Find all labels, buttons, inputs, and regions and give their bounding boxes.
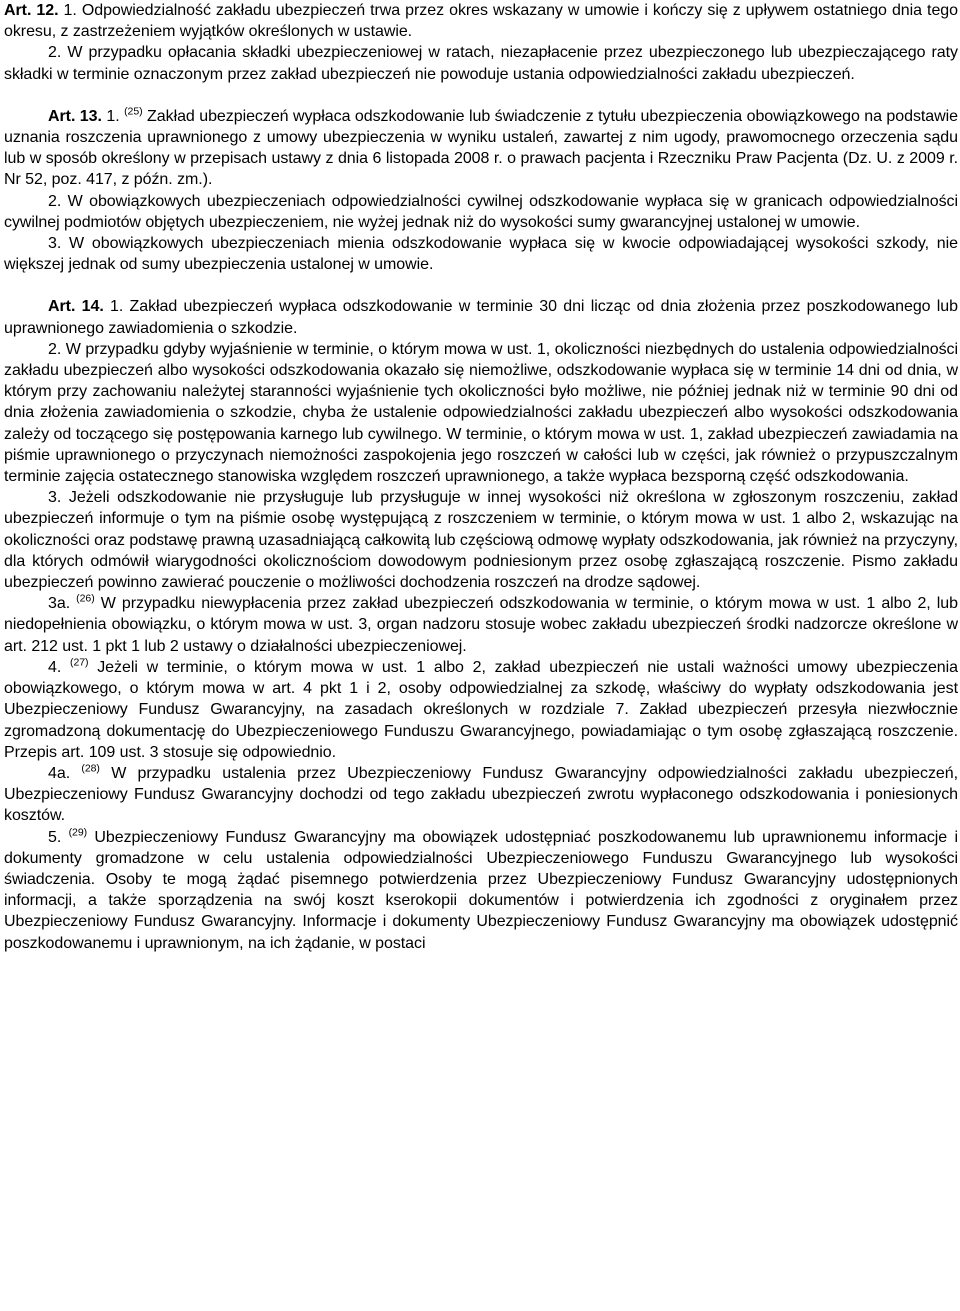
art-14-p1-number: 1. <box>110 298 124 316</box>
art-12-para-2: 2. W przypadku opłacania składki ubezpieczeniowej w ratach, niezapłacenie przez ubezpieczonego lub ubezpieczającego raty składki w terminie oznaczonym przez zakład ubezpieczeń nie powoduje ustania odpowiedzialności zakładu ubezpieczeń. <box>4 44 958 83</box>
art-14-p5-number: 5. <box>48 828 62 846</box>
footnote-ref-29: (29) <box>68 826 88 839</box>
art-14-p4a-text: W przypadku ustalenia przez Ubezpieczeniowy Fundusz Gwarancyjny odpowiedzialności zakładu ubezpieczeń, Ubezpieczeniowy Fundusz Gwarancyjny dochodzi od tego zakładu ubezpieczeń zwrotu wypłaconego odszkodowania i poniesionych kosztów. <box>4 764 958 825</box>
art-14-para-5 <box>4 827 958 954</box>
art-13-para-3: 3. W obowiązkowych ubezpieczeniach mienia odszkodowanie wypłaca się w kwocie odpowiadającej wysokości szkody, nie większej jednak od sumy ubezpieczenia ustalonej w umowie. <box>4 235 958 274</box>
document-page <box>4 0 958 954</box>
section-gap <box>4 275 958 296</box>
art-14-para-1 <box>4 296 958 338</box>
art-14-para-3: 3. Jeżeli odszkodowanie nie przysługuje lub przysługuje w innej wysokości niż określona w zgłoszonym roszczeniu, zakład ubezpieczeń informuje o tym na piśmie osobę występującą z roszczeniem w terminie, o którym mowa w ust. 1 albo 2, wskazując na okoliczności oraz podstawę prawną uzasadniającą całkowitą lub częściową odmowę wypłaty odszkodowania, jak również na przyczyny, dla których odmówił wiarygodności okolicznościom dowodowym podniesionym przez osobę zgłaszającą roszczenie. Pismo zakładu ubezpieczeń powinno zawierać pouczenie o możliwości dochodzenia roszczeń na drodze sądowej. <box>4 489 958 592</box>
art-14-p3a-text: W przypadku niewypłacenia przez zakład ubezpieczeń odszkodowania w terminie, o którym mowa w ust. 1 albo 2, lub niedopełnienia obowiązku, o którym mowa w ust. 3, organ nadzoru stosuje wobec zakładu ubezpieczeń środki nadzorcze określone w art. 212 ust. 1 pkt 1 lub 2 ustawy o działalności ubezpieczeniowej. <box>4 595 958 655</box>
art-14-p5-text: Ubezpieczeniowy Fundusz Gwarancyjny ma obowiązek udostępniać poszkodowanemu lub uprawnionemu informacje i dokumenty gromadzone w celu ustalenia odpowiedzialności Ubezpieczeniowego Funduszu Gwarancyjnego lub wysokości świadczenia. Osoby te mogą żądać pisemnego potwierdzenia przez Ubezpieczeniowy Fundusz Gwarancyjny udostępnionych informacji, a także sporządzenia na swój koszt kserokopii dokumentów i potwierdzenia ich zgodności z oryginałem przez Ubezpieczeniowy Fundusz Gwarancyjny. Informacje i dokumenty Ubezpieczeniowy Fundusz Gwarancyjny ma obowiązek udostępnić poszkodowanemu i uprawnionym, na ich żądanie, w postaci <box>4 828 958 952</box>
art-13-para-2: 2. W obowiązkowych ubezpieczeniach odpowiedzialności cywilnej odszkodowanie wypłaca się w granicach odpowiedzialności cywilnej podmiotów objętych ubezpieczeniem, nie wyżej jednak niż do wysokości sumy gwarancyjnej ustalonej w umowie. <box>4 192 958 231</box>
art-13-p1-text: Zakład ubezpieczeń wypłaca odszkodowanie lub świadczenie z tytułu ubezpieczenia obowiązkowego na podstawie uznania roszczenia uprawnionego z umowy ubezpieczenia w wyniku ustaleń, zawartej z nim ugody, prawomocnego orzeczenia sądu lub w sposób określony w przepisach ustawy z dnia 6 listopada 2008 r. o prawach pacjenta i Rzeczniku Praw Pacjenta (Dz. U. z 2009 r. Nr 52, poz. 417, z późn. zm.). <box>4 107 959 189</box>
footnote-ref-25: (25) <box>124 105 143 118</box>
footnote-ref-27: (27) <box>70 656 89 669</box>
art-14-p4-number: 4. <box>48 658 62 676</box>
section-gap <box>4 85 958 106</box>
footnote-ref-26: (26) <box>76 592 95 605</box>
art-12-p1-text: Odpowiedzialność zakładu ubezpieczeń trwa przez okres wskazany w umowie i kończy się z upływem ostatniego dnia tego okresu, z zastrzeżeniem wyjątków określonych w ustawie. <box>4 2 958 41</box>
art-14-p4-text: Jeżeli w terminie, o którym mowa w ust. 1 albo 2, zakład ubezpieczeń nie ustali ważności umowy ubezpieczenia obowiązkowego, o którym mowa w art. 4 pkt 1 i 2, osoby odpowiedzialnej za szkodę, właściwy do wypłaty odszkodowania jest Ubezpieczeniowy Fundusz Gwarancyjny, na zasadach określonych w rozdziale 7. Zakład ubezpieczeń przesyła niezwłocznie zgromadzoną dokumentację do Ubezpieczeniowego Funduszu Gwarancyjnego, powiadamiając o tym osobę zgłaszającą roszczenie. Przepis art. 109 ust. 3 stosuje się odpowiednio. <box>4 658 958 761</box>
art-14-p3a-number: 3a. <box>48 595 71 613</box>
art-14-para-3a <box>4 593 958 657</box>
art-14-p4a-number: 4a. <box>48 764 71 782</box>
art-14-para-2: 2. W przypadku gdyby wyjaśnienie w terminie, o którym mowa w ust. 1, okoliczności niezbędnych do ustalenia odpowiedzialności zakładu ubezpieczeń albo wysokości odszkodowania okazało się niemożliwe, odszkodowanie wypłaca się w terminie 14 dni od dnia, w którym przy zachowaniu należytej staranności wyjaśnienie tych okoliczności było możliwe, nie później jednak niż w terminie 90 dni od dnia złożenia zawiadomienia o szkodzie, chyba że ustalenie odpowiedzialności zakładu ubezpieczeń albo wysokości odszkodowania zależy od toczącego się postępowania karnego lub cywilnego. W terminie, o którym mowa w ust. 1, zakład ubezpieczeń zawiadamia na piśmie uprawnionego o przyczynach niemożności zaspokojenia jego roszczeń w całości lub w części, jak również o przypuszczalnym terminie zajęcia ostatecznego stanowiska względem roszczeń uprawnionego, a także wypłaca bezsporną część odszkodowania. <box>4 340 958 486</box>
footnote-ref-28: (28) <box>81 762 100 775</box>
art-14-para-4a <box>4 763 958 827</box>
art-13-para-1 <box>4 106 958 191</box>
art-14-heading: Art. 14. <box>48 298 104 316</box>
art-14-p1-text: Zakład ubezpieczeń wypłaca odszkodowanie w terminie 30 dni licząc od dnia złożenia przez poszkodowanego lub uprawnionego zawiadomienia o szkodzie. <box>4 298 958 337</box>
art-12-heading: Art. 12. <box>4 2 59 19</box>
art-12-para-1 <box>4 0 958 42</box>
art-13-heading: Art. 13. <box>48 107 102 125</box>
art-12-p1-number: 1. <box>63 2 77 19</box>
art-14-para-4 <box>4 657 958 763</box>
art-13-p1-number: 1. <box>106 107 120 125</box>
